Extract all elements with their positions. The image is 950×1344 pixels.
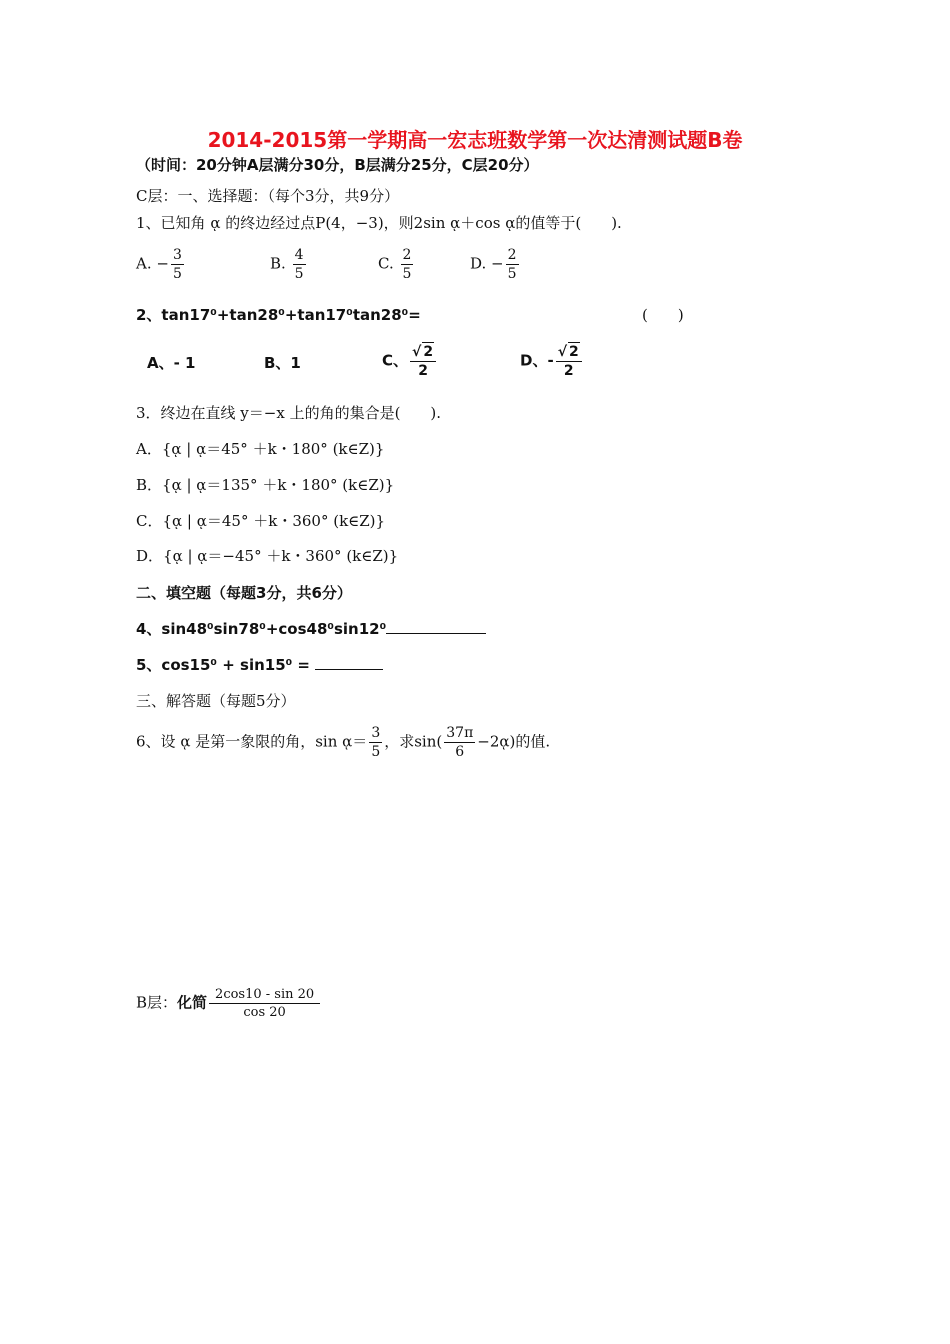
denominator: 2 [418, 363, 428, 379]
q1-stem-d: 的值等于( ). [515, 214, 622, 232]
radicand: 2 [423, 344, 434, 360]
denominator: 2 [563, 363, 574, 379]
numerator: 3 [172, 247, 182, 263]
q6-text: −2 [477, 732, 500, 751]
q4-text: 4、sin48⁰sin78⁰+cos48⁰sin12⁰ [136, 620, 387, 638]
numerator: √ 2 [556, 342, 582, 362]
answer-paren: ( ) [642, 306, 684, 324]
q5-text: 5、cos15⁰ + sin15⁰ = [136, 656, 316, 674]
q2-option-b: B、1 [264, 354, 301, 372]
section-b-label: B层： [136, 993, 178, 1012]
numerator: 2 [507, 247, 517, 263]
alpha-symbol: ᾳ [210, 214, 221, 232]
page-title: 2014-2015第一学期高一宏志班数学第一次达清测试题B卷 [207, 128, 743, 152]
q2-option-c [382, 342, 438, 380]
q6-text: )的值. [509, 732, 551, 751]
question-1 [136, 212, 622, 233]
fraction [506, 246, 519, 283]
q3-option-c: C．{ᾳ | ᾳ＝45° ＋k・360° (k∈Z)} [136, 512, 386, 530]
option-label: A. [136, 254, 152, 273]
q1-stem-c: ＋cos [460, 214, 506, 232]
numerator: 3 [371, 725, 381, 741]
q3-option-d: D．{ᾳ | ᾳ＝−45° ＋k・360° (k∈Z)} [136, 547, 399, 565]
fraction [171, 246, 184, 283]
alpha-symbol: ᾳ [450, 214, 461, 232]
question-6 [136, 724, 550, 761]
option-label: D. [470, 254, 487, 273]
section-c-heading: C层：一、选择题：（每个3分，共9分） [136, 187, 400, 205]
section-b [136, 986, 322, 1021]
q3-option-a: A．{ᾳ | ᾳ＝45° ＋k・180° (k∈Z)} [136, 440, 385, 458]
numerator: 2 [402, 247, 412, 263]
question-2: 2、tan17⁰+tan28⁰+tan17⁰tan28⁰= [136, 306, 421, 324]
fraction [401, 246, 414, 283]
denominator: 5 [371, 744, 381, 760]
radicand: 2 [569, 344, 579, 360]
question-3: 3．终边在直线 y＝−x 上的角的集合是( ). [136, 404, 442, 422]
q1-point: P(4，−3)，则2sin [315, 214, 451, 232]
denominator: 6 [455, 744, 465, 760]
q1-stem-b: 的终边经过点 [220, 214, 316, 232]
answer-blank [315, 655, 383, 670]
q6-text: ＝ [352, 732, 368, 751]
answer-blank [386, 619, 486, 634]
numerator: 2cos10 - sin 20 [209, 986, 320, 1004]
alpha-symbol: ᾳ [499, 732, 510, 751]
question-4 [136, 618, 486, 639]
question-5 [136, 654, 383, 675]
option-label: D、- [520, 351, 554, 370]
numerator: 4 [294, 247, 304, 263]
denominator: 5 [402, 266, 412, 282]
fraction [444, 724, 475, 761]
alpha-symbol: ᾳ [505, 214, 516, 232]
denominator: 5 [172, 266, 182, 282]
fraction [556, 342, 582, 380]
fraction [209, 986, 320, 1021]
fraction [410, 342, 436, 380]
denominator: 5 [507, 266, 517, 282]
option-label: C、 [382, 351, 409, 370]
numerator: √ 2 [410, 342, 436, 362]
denominator: 5 [294, 266, 304, 282]
q1-option-a [136, 246, 186, 283]
q1-option-b [270, 246, 308, 283]
q6-text: 是第一象限的角，sin [190, 732, 343, 751]
q6-text: 6、设 [136, 732, 181, 751]
q2-option-d [520, 342, 584, 380]
simplify-word: 化简 [177, 993, 208, 1012]
q3-option-b: B．{ᾳ | ᾳ＝135° ＋k・180° (k∈Z)} [136, 476, 395, 494]
option-label: B. [270, 254, 286, 273]
section-2-heading: 二、填空题（每题3分，共6分） [136, 584, 352, 602]
q6-text: ，求sin( [384, 732, 443, 751]
fraction [293, 246, 306, 283]
exam-subtitle: （时间：20分钟A层满分30分，B层满分25分，C层20分） [136, 156, 539, 174]
q1-option-c [378, 246, 415, 283]
q1-stem-a: 1、已知角 [136, 214, 211, 232]
numerator: 37π [446, 725, 474, 741]
alpha-symbol: ᾳ [180, 732, 191, 751]
q2-option-a: A、- 1 [147, 354, 196, 372]
q1-option-d [470, 246, 521, 283]
fraction [369, 724, 382, 761]
option-sign: − [156, 254, 169, 273]
option-sign: − [491, 254, 504, 273]
section-3-heading: 三、解答题（每题5分） [136, 692, 296, 710]
option-label: C. [378, 254, 394, 273]
alpha-symbol: ᾳ [342, 732, 353, 751]
denominator: cos 20 [243, 1005, 286, 1020]
